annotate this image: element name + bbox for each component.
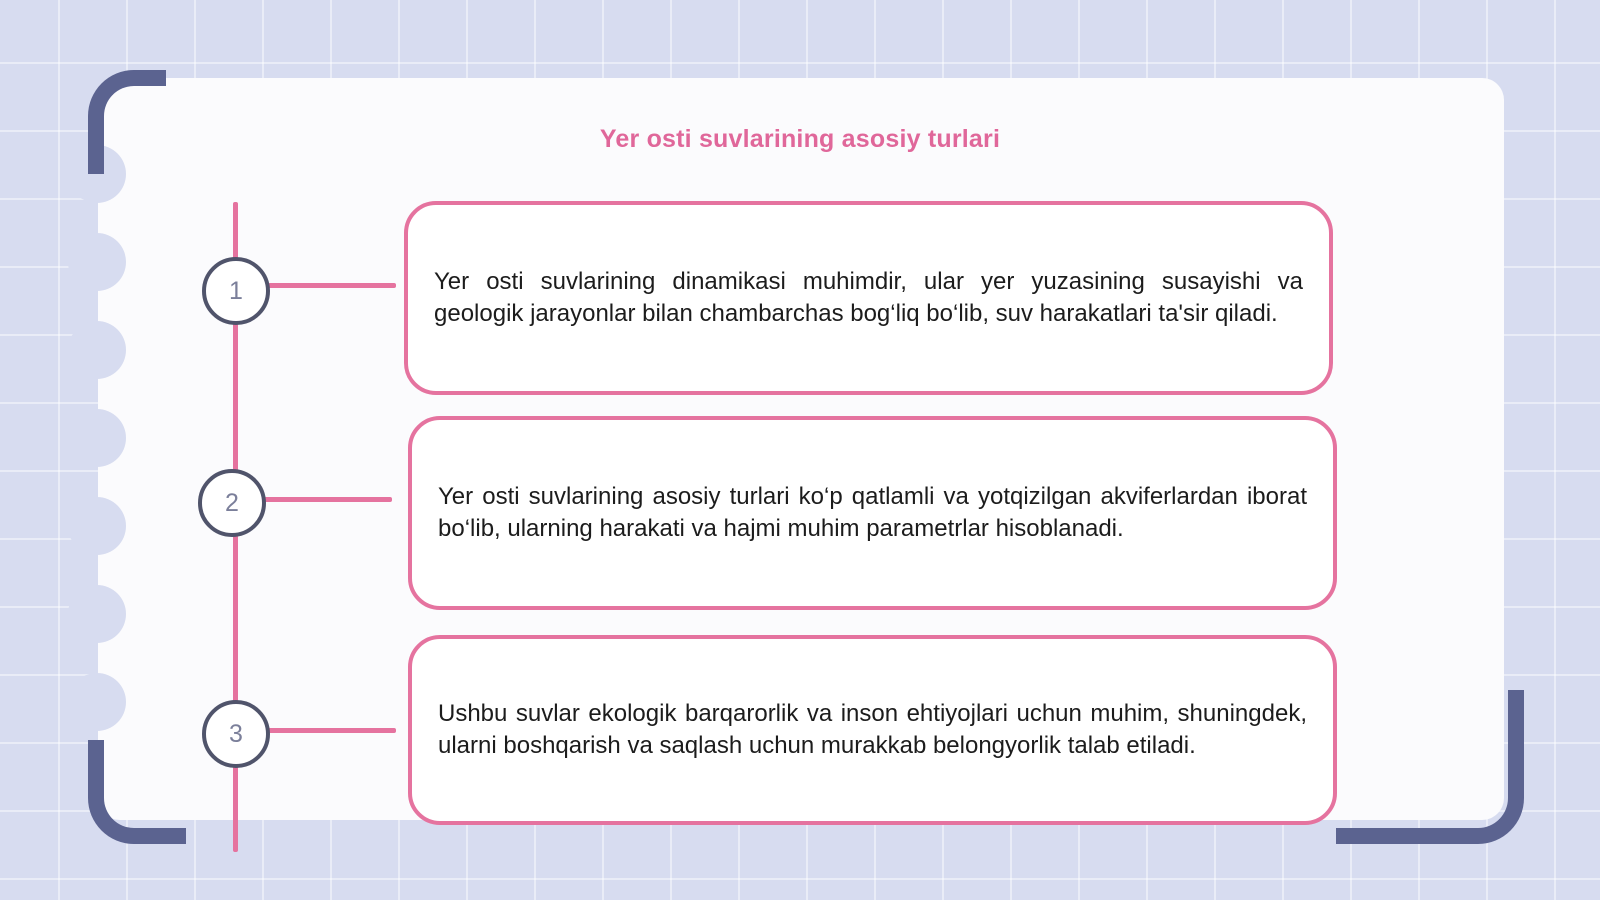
- step-number: 3: [229, 719, 243, 748]
- timeline-connector: [264, 497, 392, 502]
- timeline-connector: [268, 728, 396, 733]
- slide-title: Yer osti suvlarining asosiy turlari: [599, 125, 1001, 153]
- corner-bracket-top-left: [88, 70, 166, 174]
- timeline-connector: [268, 283, 396, 288]
- step-card: [408, 416, 1337, 610]
- paper-notch: [68, 409, 126, 467]
- step-text: Ushbu suvlar ekologik barqarorlik va inson ehtiyojlari uchun muhim, shuningdek, ularni boshqarish va saqlash uchun murakkab belongyorlik talab etiladi.: [438, 700, 1307, 759]
- step-number: 2: [225, 488, 239, 517]
- corner-bracket-bottom-left: [88, 740, 186, 844]
- step-number-circle: [202, 700, 270, 768]
- step-number-circle: [198, 469, 266, 537]
- step-text: Yer osti suvlarining dinamikasi muhimdir, ular yer yuzasining susayishi va geologik jarayonlar bilan chambarchas bog‘liq bo‘lib, suv harakatlari ta'sir qiladi.: [434, 268, 1303, 327]
- paper-notch: [68, 585, 126, 643]
- paper-notch: [68, 321, 126, 379]
- step-number-circle: [202, 257, 270, 325]
- step-text: Yer osti suvlarining asosiy turlari ko‘p qatlamli va yotqizilgan akviferlardan iborat bo‘lib, ularning harakati va hajmi muhim parametrlar hisoblanadi.: [438, 483, 1307, 542]
- paper-notch: [68, 497, 126, 555]
- corner-bracket-bottom-right: [1336, 690, 1524, 844]
- paper-notch: [68, 673, 126, 731]
- step-card: [408, 635, 1337, 825]
- step-card: [404, 201, 1333, 395]
- step-number: 1: [229, 276, 243, 305]
- paper-notch: [68, 233, 126, 291]
